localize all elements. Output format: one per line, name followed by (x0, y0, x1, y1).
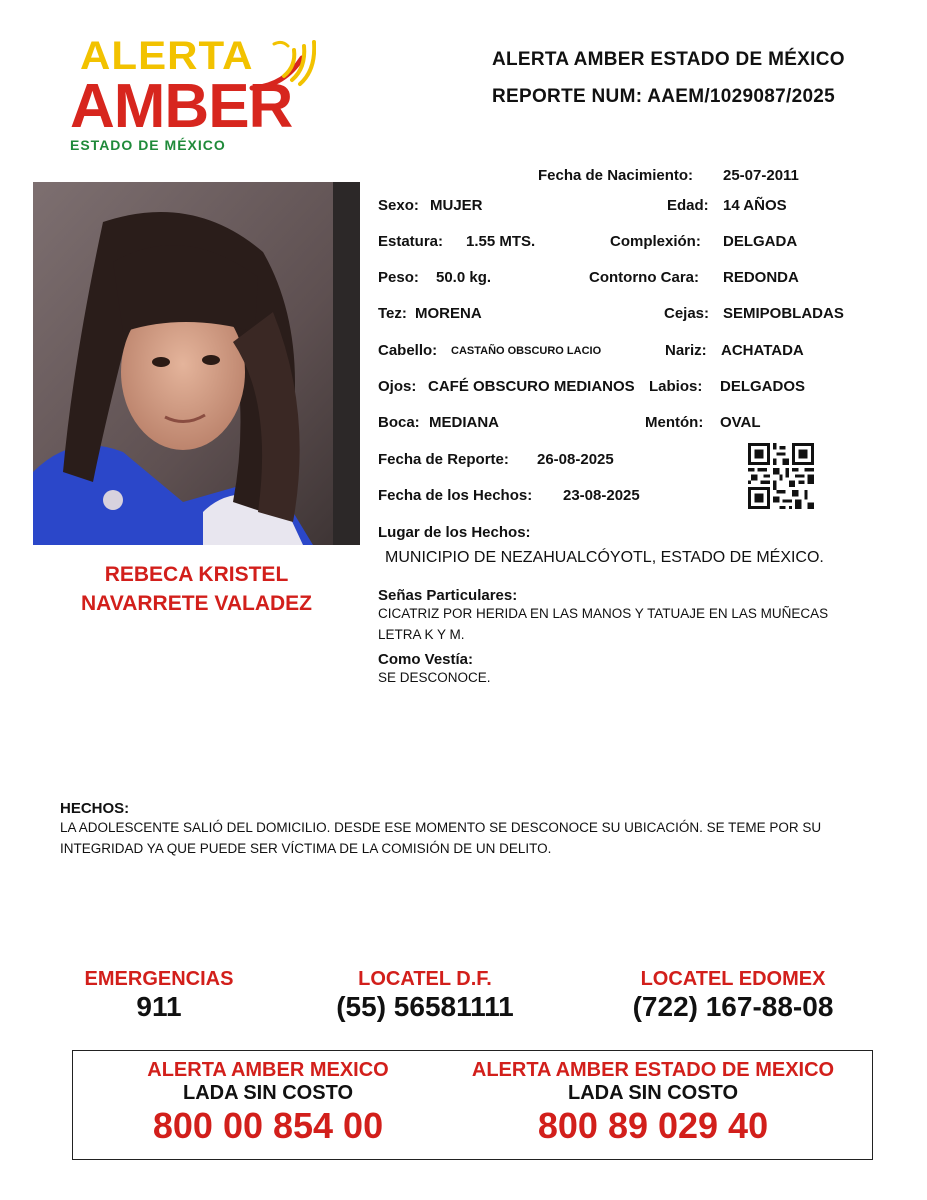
eyes-label: Ojos: (378, 378, 417, 395)
emergency-number[interactable]: 911 (136, 991, 182, 1022)
alerta-amber-logo (66, 36, 316, 158)
chin-value: OVAL (720, 414, 761, 431)
complexion-tone-value: MORENA (415, 305, 482, 322)
event-date-value: 23-08-2025 (563, 487, 640, 504)
hair-label: Cabello: (378, 342, 438, 359)
hotline-mexico (93, 1059, 443, 1147)
hotline-box (72, 1050, 873, 1160)
logo-estado-text: ESTADO DE MÉXICO (70, 137, 226, 153)
mouth-value: MEDIANA (429, 414, 499, 431)
age-value: 14 AÑOS (723, 197, 787, 214)
weight-value: 50.0 kg. (436, 269, 492, 286)
height-label: Estatura: (378, 233, 444, 250)
birthdate-label: Fecha de Nacimiento: (538, 167, 694, 184)
locatel-edomex-number[interactable]: (722) 167-88-08 (632, 991, 834, 1022)
hotline-mexico-number[interactable]: 800 00 854 00 (152, 1105, 384, 1146)
sex-value: MUJER (430, 197, 483, 214)
facts-label: HECHOS: (60, 800, 130, 817)
alert-title: ALERTA AMBER ESTADO DE MÉXICO (492, 49, 845, 70)
report-number (492, 86, 835, 108)
locatel-edomex-label: LOCATEL EDOMEX (640, 968, 826, 990)
locatel-edomex-contact (608, 968, 858, 1023)
report-date-value: 26-08-2025 (537, 451, 614, 468)
distinguishing-marks-line2: LETRA K Y M. (378, 627, 465, 642)
clothing-label: Como Vestía: (378, 651, 474, 668)
signal-waves-icon (244, 36, 316, 96)
emergency-label: EMERGENCIAS (84, 968, 234, 990)
person-name-line1: REBECA KRISTEL (104, 563, 289, 586)
event-place-value: MUNICIPIO DE NEZAHUALCÓYOTL, ESTADO DE MÉXICO. (385, 549, 824, 566)
lips-value: DELGADOS (720, 378, 806, 395)
hotline-edomex-sub: LADA SIN COSTO (567, 1082, 738, 1104)
logo-amber-text: AMBER (70, 72, 293, 141)
hair-value: CASTAÑO OBSCURO LACIO (451, 345, 602, 357)
birthdate-value: 25-07-2011 (723, 167, 799, 184)
chin-label: Mentón: (645, 414, 704, 431)
eyes-value: CAFÉ OBSCURO MEDIANOS (428, 378, 635, 395)
report-number-label: REPORTE NUM: (492, 86, 643, 107)
eyebrows-label: Cejas: (664, 305, 710, 322)
build-value: DELGADA (723, 233, 798, 250)
missing-person-photo (33, 182, 360, 545)
height-value: 1.55 MTS. (466, 233, 536, 250)
hotline-mexico-title: ALERTA AMBER MEXICO (147, 1059, 389, 1081)
person-name (33, 560, 360, 619)
event-place-label: Lugar de los Hechos: (378, 524, 531, 541)
hotline-edomex (453, 1059, 853, 1147)
eyebrows-value: SEMIPOBLADAS (723, 305, 844, 322)
clothing-value: SE DESCONOCE. (378, 670, 491, 685)
locatel-df-number[interactable]: (55) 56581111 (336, 991, 514, 1022)
logo-alerta-text: ALERTA (80, 34, 254, 78)
emergency-contact (78, 968, 240, 1023)
complexion-tone-label: Tez: (378, 305, 407, 322)
lips-label: Labios: (649, 378, 703, 395)
build-label: Complexión: (610, 233, 701, 250)
distinguishing-marks-label: Señas Particulares: (378, 587, 518, 604)
event-date-label: Fecha de los Hechos: (378, 487, 533, 504)
weight-label: Peso: (378, 269, 419, 286)
distinguishing-marks-line1: CICATRIZ POR HERIDA EN LAS MANOS Y TATUAJE EN LAS MUÑECAS (378, 606, 829, 621)
nose-label: Nariz: (665, 342, 707, 359)
hotline-edomex-number[interactable]: 800 89 029 40 (537, 1105, 769, 1146)
mouth-label: Boca: (378, 414, 420, 431)
facts-line1: LA ADOLESCENTE SALIÓ DEL DOMICILIO. DESDE ESE MOMENTO SE DESCONOCE SU UBICACIÓN. SE TEME POR SU (60, 820, 822, 835)
locatel-df-contact (320, 968, 530, 1023)
face-shape-label: Contorno Cara: (589, 269, 699, 286)
nose-value: ACHATADA (721, 342, 804, 359)
sex-label: Sexo: (378, 197, 419, 214)
qr-code[interactable] (748, 443, 814, 509)
report-date-label: Fecha de Reporte: (378, 451, 509, 468)
hotline-mexico-sub: LADA SIN COSTO (182, 1082, 353, 1104)
hotline-edomex-title: ALERTA AMBER ESTADO DE MEXICO (471, 1059, 835, 1081)
face-shape-value: REDONDA (723, 269, 799, 286)
report-number-value: AAEM/1029087/2025 (647, 86, 836, 107)
facts-line2: INTEGRIDAD YA QUE PUEDE SER VÍCTIMA DE LA COMISIÓN DE UN DELITO. (60, 841, 552, 856)
person-name-line2: NAVARRETE VALADEZ (81, 592, 312, 616)
locatel-df-label: LOCATEL D.F. (358, 968, 492, 990)
age-label: Edad: (667, 197, 709, 214)
